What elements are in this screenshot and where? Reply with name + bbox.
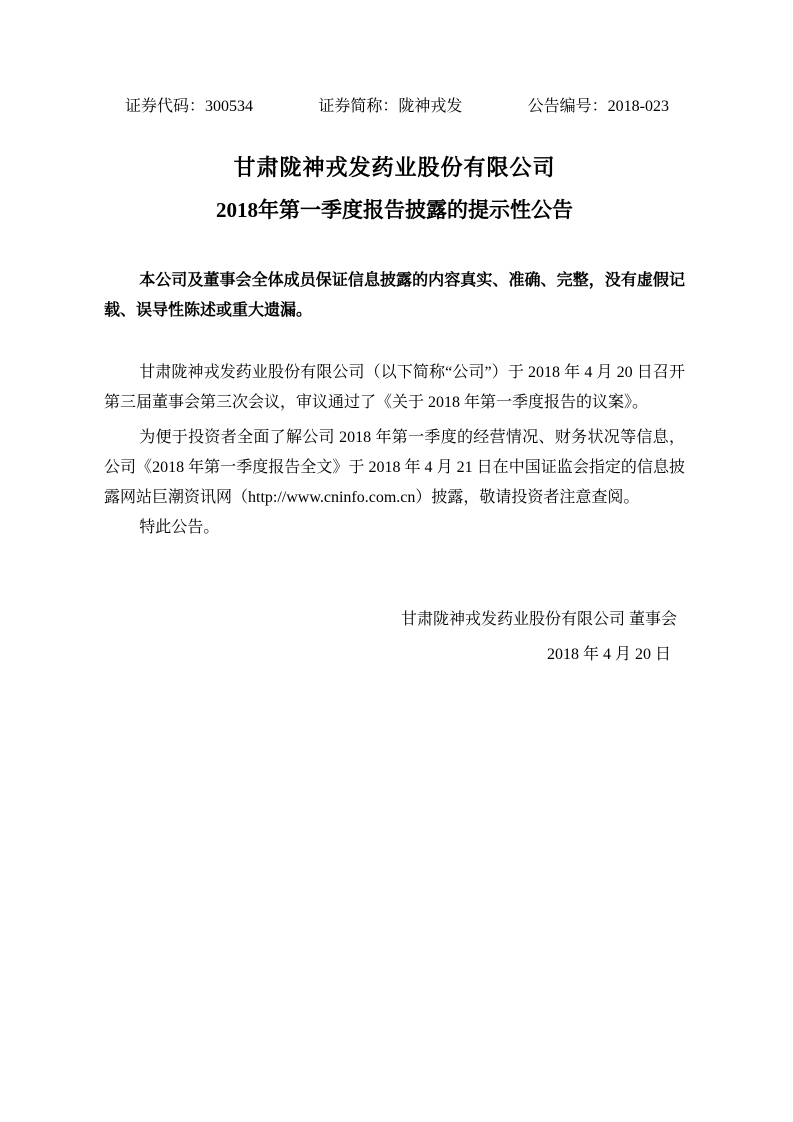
announcement-number-text: 公告编号：2018-023 bbox=[527, 98, 669, 115]
stock-code-text: 证券代码：300534 bbox=[125, 98, 254, 115]
body-paragraph-1: 甘肃陇神戎发药业股份有限公司（以下简称“公司”）于 2018 年 4 月 20 日召开第三届董事会第三次会议，审议通过了《关于 2018 年第一季度报告的议案》。 bbox=[104, 364, 685, 411]
announcement-subtitle: 2018年第一季度报告披露的提示性公告 bbox=[216, 198, 573, 222]
stock-abbr-text: 证券简称：陇神戎发 bbox=[318, 98, 463, 115]
disclaimer-paragraph: 本公司及董事会全体成员保证信息披露的内容真实、准确、完整，没有虚假记载、误导性陈述或重大遗漏。 bbox=[104, 272, 685, 319]
body-paragraph-2: 为便于投资者全面了解公司 2018 年第一季度的经营情况、财务状况等信息，公司《2018 年第一季度报告全文》于 2018 年 4 月 21 日在中国证监会指定的信息披露网站巨潮资讯网（http://www.cninfo.com.cn）披露，敬请投资者注意查阅。 bbox=[104, 429, 685, 506]
document-header bbox=[104, 98, 685, 116]
signature-line: 甘肃陇神戎发药业股份有限公司 董事会 bbox=[400, 611, 677, 628]
closing-statement: 特此公告。 bbox=[139, 519, 220, 536]
signature-date: 2018 年 4 月 20 日 bbox=[546, 646, 671, 663]
company-name-title: 甘肃陇神戎发药业股份有限公司 bbox=[233, 155, 556, 180]
